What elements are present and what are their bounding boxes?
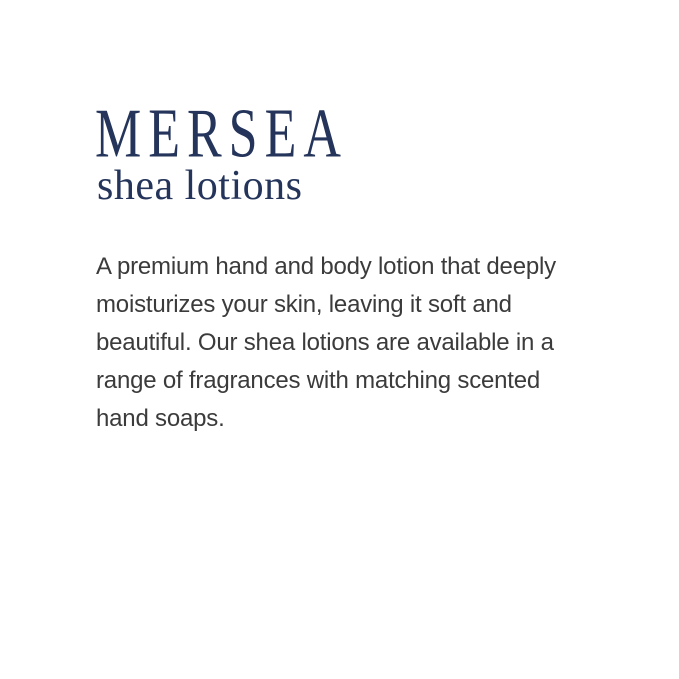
brand-tagline: shea lotions bbox=[97, 163, 303, 209]
description-line: range of fragrances with matching scented bbox=[96, 367, 541, 394]
brand-logo: MERSEA bbox=[95, 95, 348, 173]
description-line: moisturizes your skin, leaving it soft and bbox=[96, 291, 512, 318]
description-line: A premium hand and body lotion that deeply bbox=[96, 253, 556, 280]
description-line: hand soaps. bbox=[96, 405, 225, 432]
description-line: beautiful. Our shea lotions are available in a bbox=[96, 329, 554, 356]
product-description bbox=[96, 248, 616, 438]
